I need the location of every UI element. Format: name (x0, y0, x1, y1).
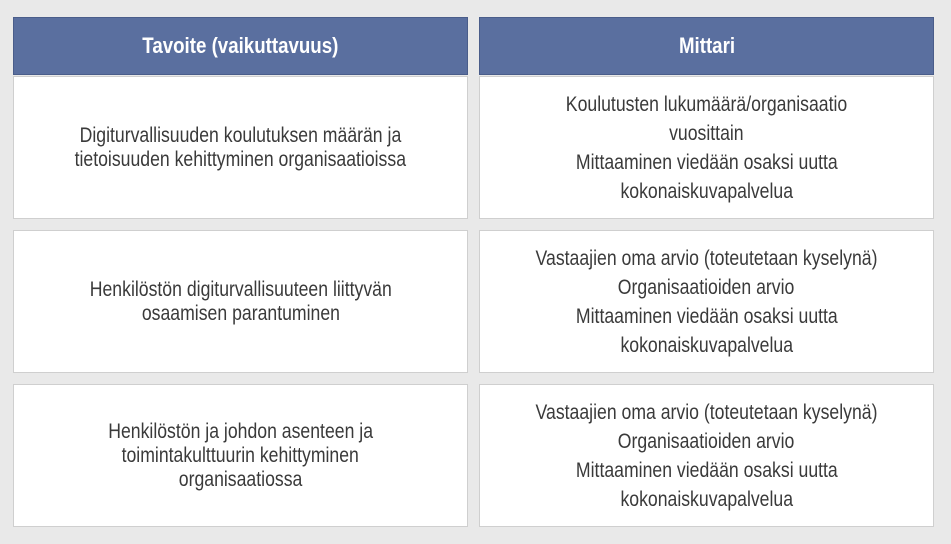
goal-line: Henkilöstön digiturvallisuuteen liittyvän (89, 277, 392, 301)
metric-line: Organisaatioiden arvio (618, 275, 795, 299)
goal-line: osaamisen parantuminen (141, 301, 340, 325)
metric-line: Mittaaminen viedään osaksi uutta (575, 458, 838, 482)
metric-line: Vastaajien oma arvio (toteutetaan kyselynä) (535, 400, 878, 424)
goal-cell-1 (13, 76, 468, 219)
metric-cell-2 (479, 230, 934, 373)
metric-text-3 (503, 398, 910, 514)
metric-line: Koulutusten lukumäärä/organisaatio (565, 92, 848, 116)
goal-cell-2 (13, 230, 468, 373)
metric-line: Mittaaminen viedään osaksi uutta (575, 304, 838, 328)
header-goal-cell (13, 17, 468, 75)
metric-line: kokonaiskuvapalvelua (620, 487, 793, 511)
goal-text-1 (43, 124, 438, 172)
goal-line: organisaatiossa (178, 467, 303, 491)
goal-line: Digiturvallisuuden koulutuksen määrän ja (79, 123, 402, 147)
metric-line: Organisaatioiden arvio (618, 429, 795, 453)
goal-cell-3 (13, 384, 468, 527)
goal-line: toimintakulttuurin kehittyminen (121, 443, 360, 467)
header-metric-label: Mittari (678, 33, 735, 58)
metric-line: Vastaajien oma arvio (toteutetaan kyselynä) (535, 246, 878, 270)
goal-text-3 (83, 420, 398, 492)
metric-line: Mittaaminen viedään osaksi uutta (575, 150, 838, 174)
metric-text-2 (503, 244, 910, 360)
metric-line: kokonaiskuvapalvelua (620, 333, 793, 357)
goal-text-2 (61, 278, 421, 326)
metric-cell-1 (479, 76, 934, 219)
metric-text-1 (539, 90, 874, 206)
metric-cell-3 (479, 384, 934, 527)
metric-line: vuosittain (669, 121, 744, 145)
header-metric-cell (479, 17, 934, 75)
goal-line: tietoisuuden kehittyminen organisaatioissa (74, 147, 407, 171)
goal-line: Henkilöstön ja johdon asenteen ja (108, 419, 373, 443)
metric-line: kokonaiskuvapalvelua (620, 179, 793, 203)
header-goal-label: Tavoite (vaikuttavuus) (142, 33, 339, 58)
